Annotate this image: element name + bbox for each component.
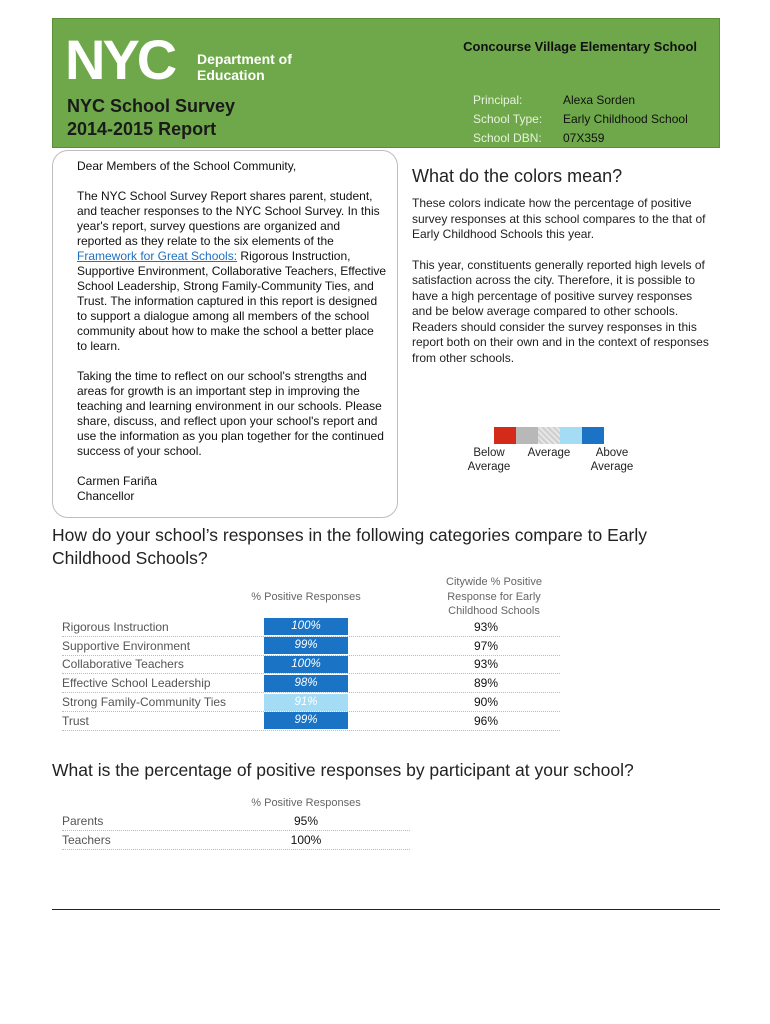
info-row-school-dbn: School DBN: 07X359: [473, 131, 605, 145]
categories-heading: How do your school’s responses in the following categories compare to Early Childhood Schools?: [52, 525, 647, 568]
legend-label-above: Above Average: [590, 447, 634, 473]
school-percent-cell: 100%: [264, 656, 348, 673]
report-header: [52, 18, 720, 148]
letter-greeting: Dear Members of the School Community,: [77, 159, 297, 173]
svg-text:NYC: NYC: [65, 33, 175, 83]
table-row: Collaborative Teachers 100% 93%: [62, 656, 560, 675]
legend-swatch-above: [582, 427, 604, 444]
colors-heading: What do the colors mean?: [412, 166, 623, 186]
col-head-participant: % Positive Responses: [251, 797, 361, 809]
letter-paragraph-1: The NYC School Survey Report shares parent, student, and teacher responses to the NYC School Survey. In this year's report, survey questions are organized and reported as they relate to the six elements of the Framework for Great Schools: Rigorous Instruction, Supportive Environment, Collaborative Teachers, Effective School Leadership, Strong Family-Community Ties, and Trust. The information captured in this report is designed to support a dialogue among all members of the school community about how to make the school a better place to learn.: [77, 189, 387, 353]
school-info: [473, 91, 688, 148]
school-percent-cell: 98%: [264, 675, 348, 692]
color-legend: [494, 427, 604, 444]
table-row: Effective School Leadership 98% 89%: [62, 674, 560, 693]
department-name: Department of Education: [197, 51, 292, 83]
table-row: Strong Family-Community Ties 91% 90%: [62, 693, 560, 712]
legend-swatch-below: [494, 427, 516, 444]
chancellor-letter: [52, 150, 398, 518]
table-row: Supportive Environment 99% 97%: [62, 637, 560, 656]
info-row-principal: Principal: Alexa Sorden: [473, 93, 636, 107]
legend-swatch-slightly-above: [560, 427, 582, 444]
survey-title: NYC School Survey 2014-2015 Report: [67, 96, 236, 139]
letter-paragraph-2: Taking the time to reflect on our school's strengths and areas for growth is an important step in improving the teaching and learning environment in our schools. Please share, discuss, and reflect upon your school's report and use the information as you plan together for the continued success of your school.: [77, 369, 384, 458]
legend-swatch-slightly-below: [516, 427, 538, 444]
info-row-school-type: School Type: Early Childhood School: [473, 112, 688, 126]
nyc-logo: [65, 33, 190, 83]
table-row: Parents 95%: [62, 812, 410, 831]
school-percent-cell: 91%: [264, 694, 348, 711]
school-percent-cell: 99%: [264, 712, 348, 729]
school-percent-cell: 99%: [264, 637, 348, 654]
table-row: Trust 99% 96%: [62, 712, 560, 731]
legend-label-below: Below Average: [467, 447, 511, 473]
letter-signature: Carmen Fariña Chancellor: [77, 474, 158, 503]
colors-explanation: These colors indicate how the percentage of positive survey responses at this school compares to the that of Early Childhood Schools this year. This year, constituents generally reported high levels of satisfaction across the city. Therefore, it is possible to have a high percentage of positive survey responses and be below average compared to other schools. Readers should consider the survey responses in this report both on their own and in the context of responses from other schools.: [412, 196, 709, 365]
table-row: Teachers 100%: [62, 831, 410, 850]
footer-divider: [52, 909, 720, 910]
table-row: Rigorous Instruction 100% 93%: [62, 618, 560, 637]
school-name: Concourse Village Elementary School: [463, 39, 697, 54]
participants-table: [62, 812, 410, 850]
col-head-school: % Positive Responses: [251, 591, 361, 603]
categories-table: [62, 618, 560, 731]
school-percent-cell: 100%: [264, 618, 348, 635]
legend-label-average: Average: [527, 447, 571, 459]
framework-link[interactable]: Framework for Great Schools:: [77, 249, 238, 263]
participants-heading: What is the percentage of positive responses by participant at your school?: [52, 760, 634, 780]
legend-swatch-average: [538, 427, 560, 444]
col-head-citywide: Citywide % Positive Response for Early Childhood Schools: [446, 576, 542, 617]
